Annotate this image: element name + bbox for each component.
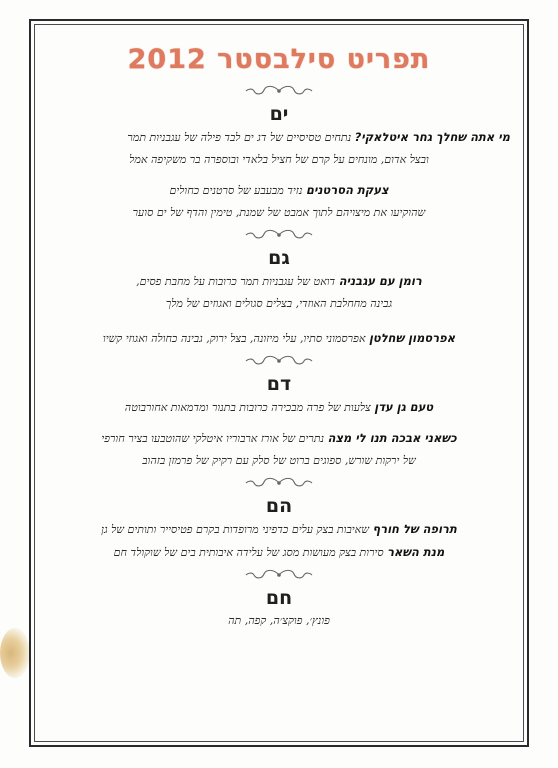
section-heading-hot: חם — [265, 587, 293, 609]
menu-item — [40, 427, 518, 450]
dish-name: תרופה של חורף — [372, 522, 457, 536]
dish-name: רומן עם עגבניה — [338, 274, 422, 288]
section-heading-them: הם — [265, 495, 293, 517]
dish-name: מנת השאר — [387, 545, 445, 559]
dish-name: טעם גן עדן — [374, 400, 434, 414]
dish-description: שאיבות בצק עלים כדפיני מרופדות בקרם פטיסייר ותותים של גן — [101, 523, 370, 536]
flourish-divider-icon — [40, 472, 518, 494]
dish-description: סירות בצק מעושות מסג של עלידה איבותית בים של שוקולד חם — [113, 546, 384, 559]
dish-description-cont: ובצל אדום, מונחים על קרם של חציל בלאדי ובוספרה בר משקיפה אמל — [129, 153, 429, 166]
dish-description: דואט של עגבניות תמר כרובות על מחבת פסים, — [136, 275, 336, 288]
section-heading-sea: ים — [269, 103, 289, 125]
dish-description: נזיד מבעבע של סרטנים כחולים — [169, 184, 303, 197]
menu-title: תפריט סילבסטר 2012 — [127, 44, 431, 75]
menu-content — [40, 40, 518, 632]
flourish-divider-icon — [40, 350, 518, 372]
menu-item — [40, 541, 518, 564]
stain-mark — [0, 628, 30, 678]
menu-item — [40, 518, 518, 541]
dish-description-cont: שהוקיעו את מיצויהם לתוך אמבט של שמנת, טימין והדף של ים סוער — [132, 206, 426, 219]
dish-description: אפרסמוני סתיו, עלי מיזונה, בצל ירוק, גבינה כחולה ואגוזי קשיו — [102, 332, 366, 345]
dish-description: נתחים טסיסיים של דג ים לבד פילה של עגבניות תמר — [127, 131, 352, 144]
dish-description: נתרים של אורז ארבוריו איטלקי שהוטבעו בציר חורפי — [101, 432, 325, 445]
menu-item — [40, 327, 518, 350]
dish-name: אפרסמון שחלטן — [368, 331, 456, 345]
section-heading-also: גם — [268, 247, 290, 269]
dish-description: צלעות של פרה מבכירה כרובות בתנור ומדמאות אחורבוטה — [124, 401, 371, 414]
dish-name: מי אתה שחלך גחר איטלאקי? — [354, 130, 510, 144]
flourish-divider-icon — [40, 80, 518, 102]
dish-name: כשאני אבכה תנו לי מצה — [327, 431, 457, 445]
dish-description: פונץ׳, פוקצ׳ה, קפה, תה — [228, 614, 330, 627]
menu-item — [40, 396, 518, 419]
flourish-divider-icon — [40, 564, 518, 586]
menu-item — [40, 610, 518, 632]
dish-description-cont: של ירקות שורש, ספוגים ברוט של סלק עם רקיק של פרמזן בזהוב — [142, 454, 416, 467]
dish-description-cont: גבינה מחחלבת האוזדי, בצלים סגולים ואגוזים של מלך — [165, 297, 393, 310]
menu-item — [40, 126, 518, 149]
section-heading-blood: דם — [266, 373, 292, 395]
menu-item — [40, 270, 518, 293]
menu-item — [40, 179, 518, 202]
flourish-divider-icon — [40, 224, 518, 246]
dish-name: צעקת הסרטנים — [305, 183, 389, 197]
